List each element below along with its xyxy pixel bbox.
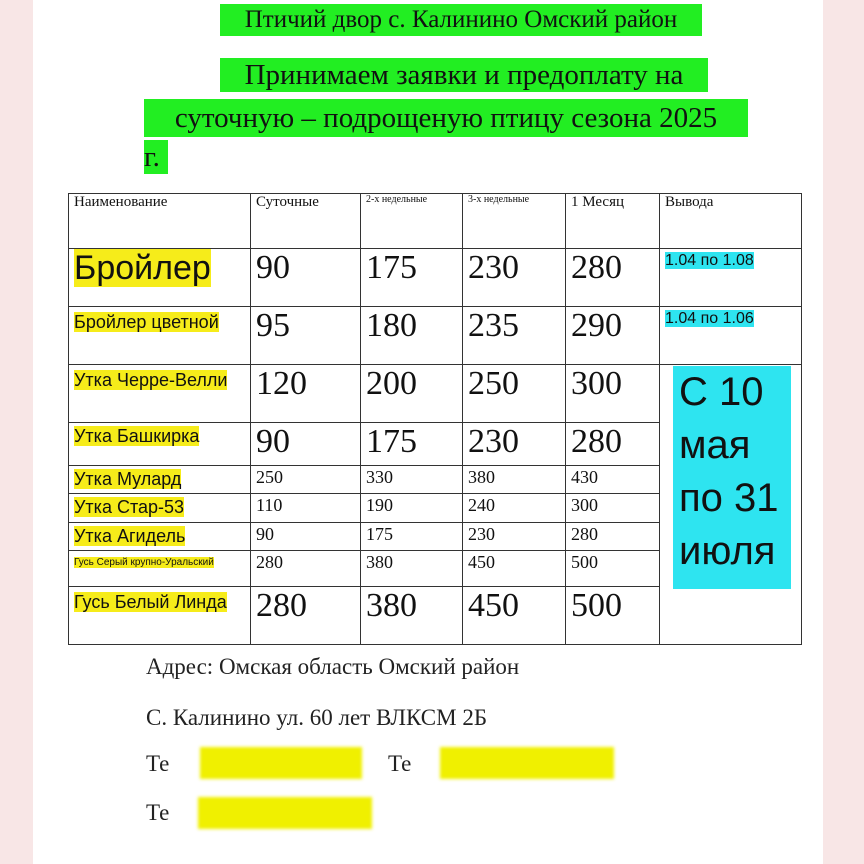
row-name: Утка Агидель <box>69 523 251 551</box>
row-name: Утка Стар-53 <box>69 494 251 523</box>
price-cell: 250 <box>251 466 361 494</box>
price-cell: 90 <box>251 523 361 551</box>
price-cell: 190 <box>361 494 463 523</box>
price-cell: 90 <box>251 423 361 466</box>
price-cell: 380 <box>361 587 463 645</box>
price-cell: 175 <box>361 423 463 466</box>
column-header: 3-х недельные <box>463 194 566 249</box>
price-cell: 330 <box>361 466 463 494</box>
title-announcement-line2: суточную – подрощеную птицу сезона 2025 <box>144 99 748 137</box>
phone-label-2: Те <box>388 751 412 776</box>
price-cell: 430 <box>566 466 660 494</box>
row-name: Утка Мулард <box>69 466 251 494</box>
price-cell: 290 <box>566 307 660 365</box>
row-name: Утка Черре-Велли <box>69 365 251 423</box>
price-cell: 280 <box>251 587 361 645</box>
price-cell: 280 <box>566 423 660 466</box>
price-cell: 500 <box>566 587 660 645</box>
table-row <box>69 307 802 365</box>
table-row <box>69 249 802 307</box>
title-announcement-line3: г. <box>144 140 168 174</box>
price-cell: 450 <box>463 587 566 645</box>
price-cell: 300 <box>566 494 660 523</box>
row-name: Утка Башкирка <box>69 423 251 466</box>
redacted-phone-3 <box>198 797 372 829</box>
redacted-phone-1 <box>200 747 362 779</box>
price-cell: 250 <box>463 365 566 423</box>
output-date-cell: 1.04 по 1.06 <box>660 307 802 365</box>
price-cell: 175 <box>361 249 463 307</box>
row-name: Бройлер <box>69 249 251 307</box>
column-header: 1 Месяц <box>566 194 660 249</box>
price-cell: 450 <box>463 551 566 587</box>
price-cell: 90 <box>251 249 361 307</box>
table-header-row <box>69 194 802 249</box>
price-cell: 230 <box>463 249 566 307</box>
price-cell: 110 <box>251 494 361 523</box>
price-cell: 300 <box>566 365 660 423</box>
row-name: Бройлер цветной <box>69 307 251 365</box>
address-line1: Адрес: Омская область Омский район <box>146 654 520 679</box>
output-period-highlight: С 10 мая по 31 июля <box>673 366 791 589</box>
price-cell: 280 <box>251 551 361 587</box>
column-header: Наименование <box>69 194 251 249</box>
price-cell: 280 <box>566 249 660 307</box>
phone-label-1: Те <box>146 751 170 776</box>
price-cell: 380 <box>463 466 566 494</box>
row-name: Гусь Серый крупно-Уральский <box>69 551 251 587</box>
price-cell: 95 <box>251 307 361 365</box>
price-cell: 280 <box>566 523 660 551</box>
title-announcement-line1: Принимаем заявки и предоплату на <box>220 58 708 92</box>
output-date-cell: 1.04 по 1.08 <box>660 249 802 307</box>
address-line2: С. Калинино ул. 60 лет ВЛКСМ 2Б <box>146 705 488 730</box>
price-cell: 500 <box>566 551 660 587</box>
price-cell: 230 <box>463 423 566 466</box>
price-cell: 180 <box>361 307 463 365</box>
redacted-phone-2 <box>440 747 614 779</box>
title-farm-name: Птичий двор с. Калинино Омский район <box>220 4 702 36</box>
price-cell: 200 <box>361 365 463 423</box>
price-cell: 380 <box>361 551 463 587</box>
column-header: Вывода <box>660 194 802 249</box>
column-header: Суточные <box>251 194 361 249</box>
price-cell: 240 <box>463 494 566 523</box>
price-cell: 235 <box>463 307 566 365</box>
column-header: 2-х недельные <box>361 194 463 249</box>
phone-label-3: Те <box>146 800 170 825</box>
price-cell: 230 <box>463 523 566 551</box>
row-name: Гусь Белый Линда <box>69 587 251 645</box>
price-cell: 175 <box>361 523 463 551</box>
price-cell: 120 <box>251 365 361 423</box>
